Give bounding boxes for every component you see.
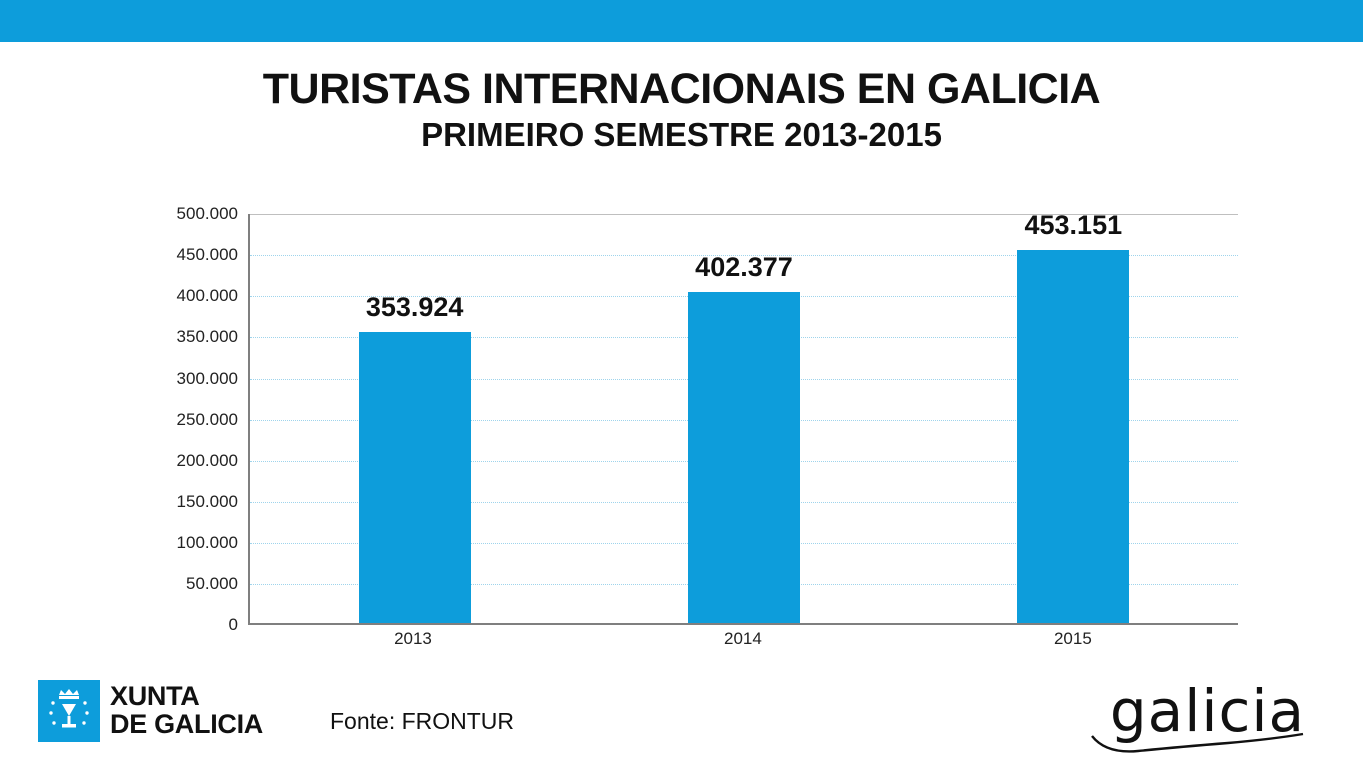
bar-value-label: 353.924: [365, 292, 464, 322]
bar-2013[interactable]: [359, 332, 471, 623]
y-tick-label: 400.000: [176, 286, 238, 305]
xunta-logo: [38, 680, 263, 742]
galicia-swoosh-icon: [1090, 732, 1305, 754]
y-tick-label: 450.000: [176, 245, 238, 264]
y-tick-label: 350.000: [176, 327, 238, 346]
source-note: Fonte: FRONTUR: [330, 708, 515, 734]
xunta-shield-icon: [38, 680, 100, 742]
y-tick-label: 0: [228, 615, 238, 634]
page-subtitle: PRIMEIRO SEMESTRE 2013-2015: [421, 115, 942, 153]
y-tick-label: 200.000: [176, 451, 238, 470]
x-tick-label: 2015: [1053, 629, 1092, 648]
bar-2015[interactable]: [1017, 250, 1129, 623]
chalice-icon: [43, 685, 95, 737]
y-axis-labels: [130, 204, 238, 634]
xunta-line-2: DE GALICIA: [110, 709, 264, 739]
y-tick-label: 150.000: [176, 492, 238, 511]
bar-slot: [579, 214, 908, 623]
bar-value-label: 402.377: [695, 252, 793, 282]
y-tick-label: 50.000: [186, 574, 238, 593]
plot-area: [248, 210, 1238, 625]
x-axis-labels: [248, 629, 1238, 649]
galicia-brand-wordmark: galicia: [1109, 677, 1305, 745]
y-tick-label: 300.000: [176, 369, 238, 388]
bar-slot: [909, 210, 1238, 623]
bar-slot: [250, 214, 579, 623]
y-tick-label: 500.000: [176, 204, 238, 223]
bar-value-label: 453.151: [1024, 210, 1123, 240]
xunta-line-1: XUNTA: [110, 681, 200, 712]
bar-chart: [130, 205, 1250, 660]
y-tick-label: 100.000: [176, 533, 238, 552]
bar-series: [250, 210, 1238, 623]
top-brand-bar: [0, 0, 1363, 42]
y-tick-label: 250.000: [176, 410, 238, 429]
x-tick-label: 2014: [724, 629, 762, 648]
footer: [0, 668, 1363, 768]
xunta-wordmark: [110, 683, 263, 738]
bar-2014[interactable]: [688, 292, 800, 623]
chart-title-block: [0, 65, 1363, 154]
x-tick-label: 2013: [394, 629, 432, 648]
page-title: TURISTAS INTERNACIONAIS EN GALICIA: [262, 65, 1101, 113]
